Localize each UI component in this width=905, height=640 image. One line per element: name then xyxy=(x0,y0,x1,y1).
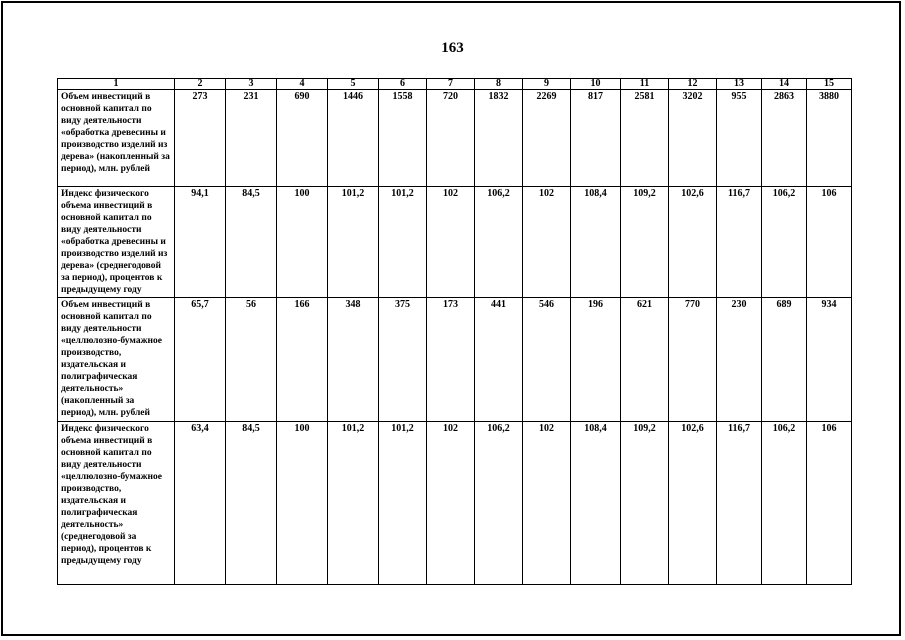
table-cell: 273 xyxy=(175,90,226,187)
row-label: Объем инвестиций в основной капитал по виду деятельности «целлюлозно-бумажное производство, издательская и полиграфическая деятельность» (накопленный за период), млн. рублей xyxy=(58,298,175,422)
table-cell: 3202 xyxy=(669,90,717,187)
table-cell: 84,5 xyxy=(226,422,277,585)
table-cell: 3880 xyxy=(807,90,852,187)
table-cell: 94,1 xyxy=(175,187,226,298)
table-cell: 108,4 xyxy=(571,422,621,585)
table-cell: 102,6 xyxy=(669,422,717,585)
table-cell: 955 xyxy=(717,90,762,187)
table-row xyxy=(58,90,852,187)
table-cell: 720 xyxy=(427,90,475,187)
table-cell: 102 xyxy=(523,187,571,298)
table-cell: 441 xyxy=(475,298,523,422)
table-cell: 106,2 xyxy=(762,187,807,298)
table-cell: 116,7 xyxy=(717,422,762,585)
table-cell: 689 xyxy=(762,298,807,422)
header-row xyxy=(58,79,852,90)
table-cell: 109,2 xyxy=(621,422,669,585)
table-cell: 2581 xyxy=(621,90,669,187)
table-cell: 375 xyxy=(379,298,427,422)
table-cell: 63,4 xyxy=(175,422,226,585)
table-cell: 106,2 xyxy=(762,422,807,585)
table-cell: 101,2 xyxy=(328,187,379,298)
table-cell: 196 xyxy=(571,298,621,422)
table-cell: 546 xyxy=(523,298,571,422)
column-header: 7 xyxy=(427,79,475,90)
table-cell: 102 xyxy=(427,422,475,585)
column-header: 15 xyxy=(807,79,852,90)
row-label: Индекс физического объема инвестиций в основной капитал по виду деятельности «целлюлозно-бумажное производство, издательская и полиграфическая деятельность» (среднегодовой за период), процентов к предыдущему году xyxy=(58,422,175,585)
table-cell: 106 xyxy=(807,187,852,298)
table-cell: 1832 xyxy=(475,90,523,187)
column-header: 10 xyxy=(571,79,621,90)
table-cell: 173 xyxy=(427,298,475,422)
table-cell: 231 xyxy=(226,90,277,187)
table-cell: 348 xyxy=(328,298,379,422)
table-cell: 102 xyxy=(427,187,475,298)
column-header: 3 xyxy=(226,79,277,90)
table-cell: 101,2 xyxy=(328,422,379,585)
table-cell: 102,6 xyxy=(669,187,717,298)
table-row xyxy=(58,187,852,298)
table-cell: 109,2 xyxy=(621,187,669,298)
table-cell: 106,2 xyxy=(475,187,523,298)
table-cell: 100 xyxy=(277,187,328,298)
table-cell: 1446 xyxy=(328,90,379,187)
table-cell: 2863 xyxy=(762,90,807,187)
table-cell: 230 xyxy=(717,298,762,422)
table-cell: 166 xyxy=(277,298,328,422)
table-cell: 2269 xyxy=(523,90,571,187)
table-cell: 1558 xyxy=(379,90,427,187)
column-header: 8 xyxy=(475,79,523,90)
table-cell: 690 xyxy=(277,90,328,187)
column-header: 12 xyxy=(669,79,717,90)
table-cell: 934 xyxy=(807,298,852,422)
table-cell: 101,2 xyxy=(379,422,427,585)
row-label: Индекс физического объема инвестиций в основной капитал по виду деятельности «обработка древесины и производство изделий из дерева» (среднегодовой за период), процентов к предыдущему году xyxy=(58,187,175,298)
table-cell: 106,2 xyxy=(475,422,523,585)
table-row xyxy=(58,422,852,585)
column-header: 2 xyxy=(175,79,226,90)
table-cell: 106 xyxy=(807,422,852,585)
table-cell: 100 xyxy=(277,422,328,585)
table-row xyxy=(58,298,852,422)
row-label: Объем инвестиций в основной капитал по виду деятельности «обработка древесины и производство изделий из дерева» (накопленный за период), млн. рублей xyxy=(58,90,175,187)
data-table xyxy=(57,78,852,585)
table-cell: 817 xyxy=(571,90,621,187)
table-cell: 621 xyxy=(621,298,669,422)
table-cell: 108,4 xyxy=(571,187,621,298)
page-number: 163 xyxy=(441,40,464,56)
table-cell: 101,2 xyxy=(379,187,427,298)
column-header: 1 xyxy=(58,79,175,90)
column-header: 13 xyxy=(717,79,762,90)
table-cell: 770 xyxy=(669,298,717,422)
table-cell: 102 xyxy=(523,422,571,585)
table-cell: 84,5 xyxy=(226,187,277,298)
column-header: 5 xyxy=(328,79,379,90)
table-cell: 116,7 xyxy=(717,187,762,298)
column-header: 4 xyxy=(277,79,328,90)
table-cell: 56 xyxy=(226,298,277,422)
table-cell: 65,7 xyxy=(175,298,226,422)
column-header: 9 xyxy=(523,79,571,90)
column-header: 14 xyxy=(762,79,807,90)
column-header: 11 xyxy=(621,79,669,90)
column-header: 6 xyxy=(379,79,427,90)
